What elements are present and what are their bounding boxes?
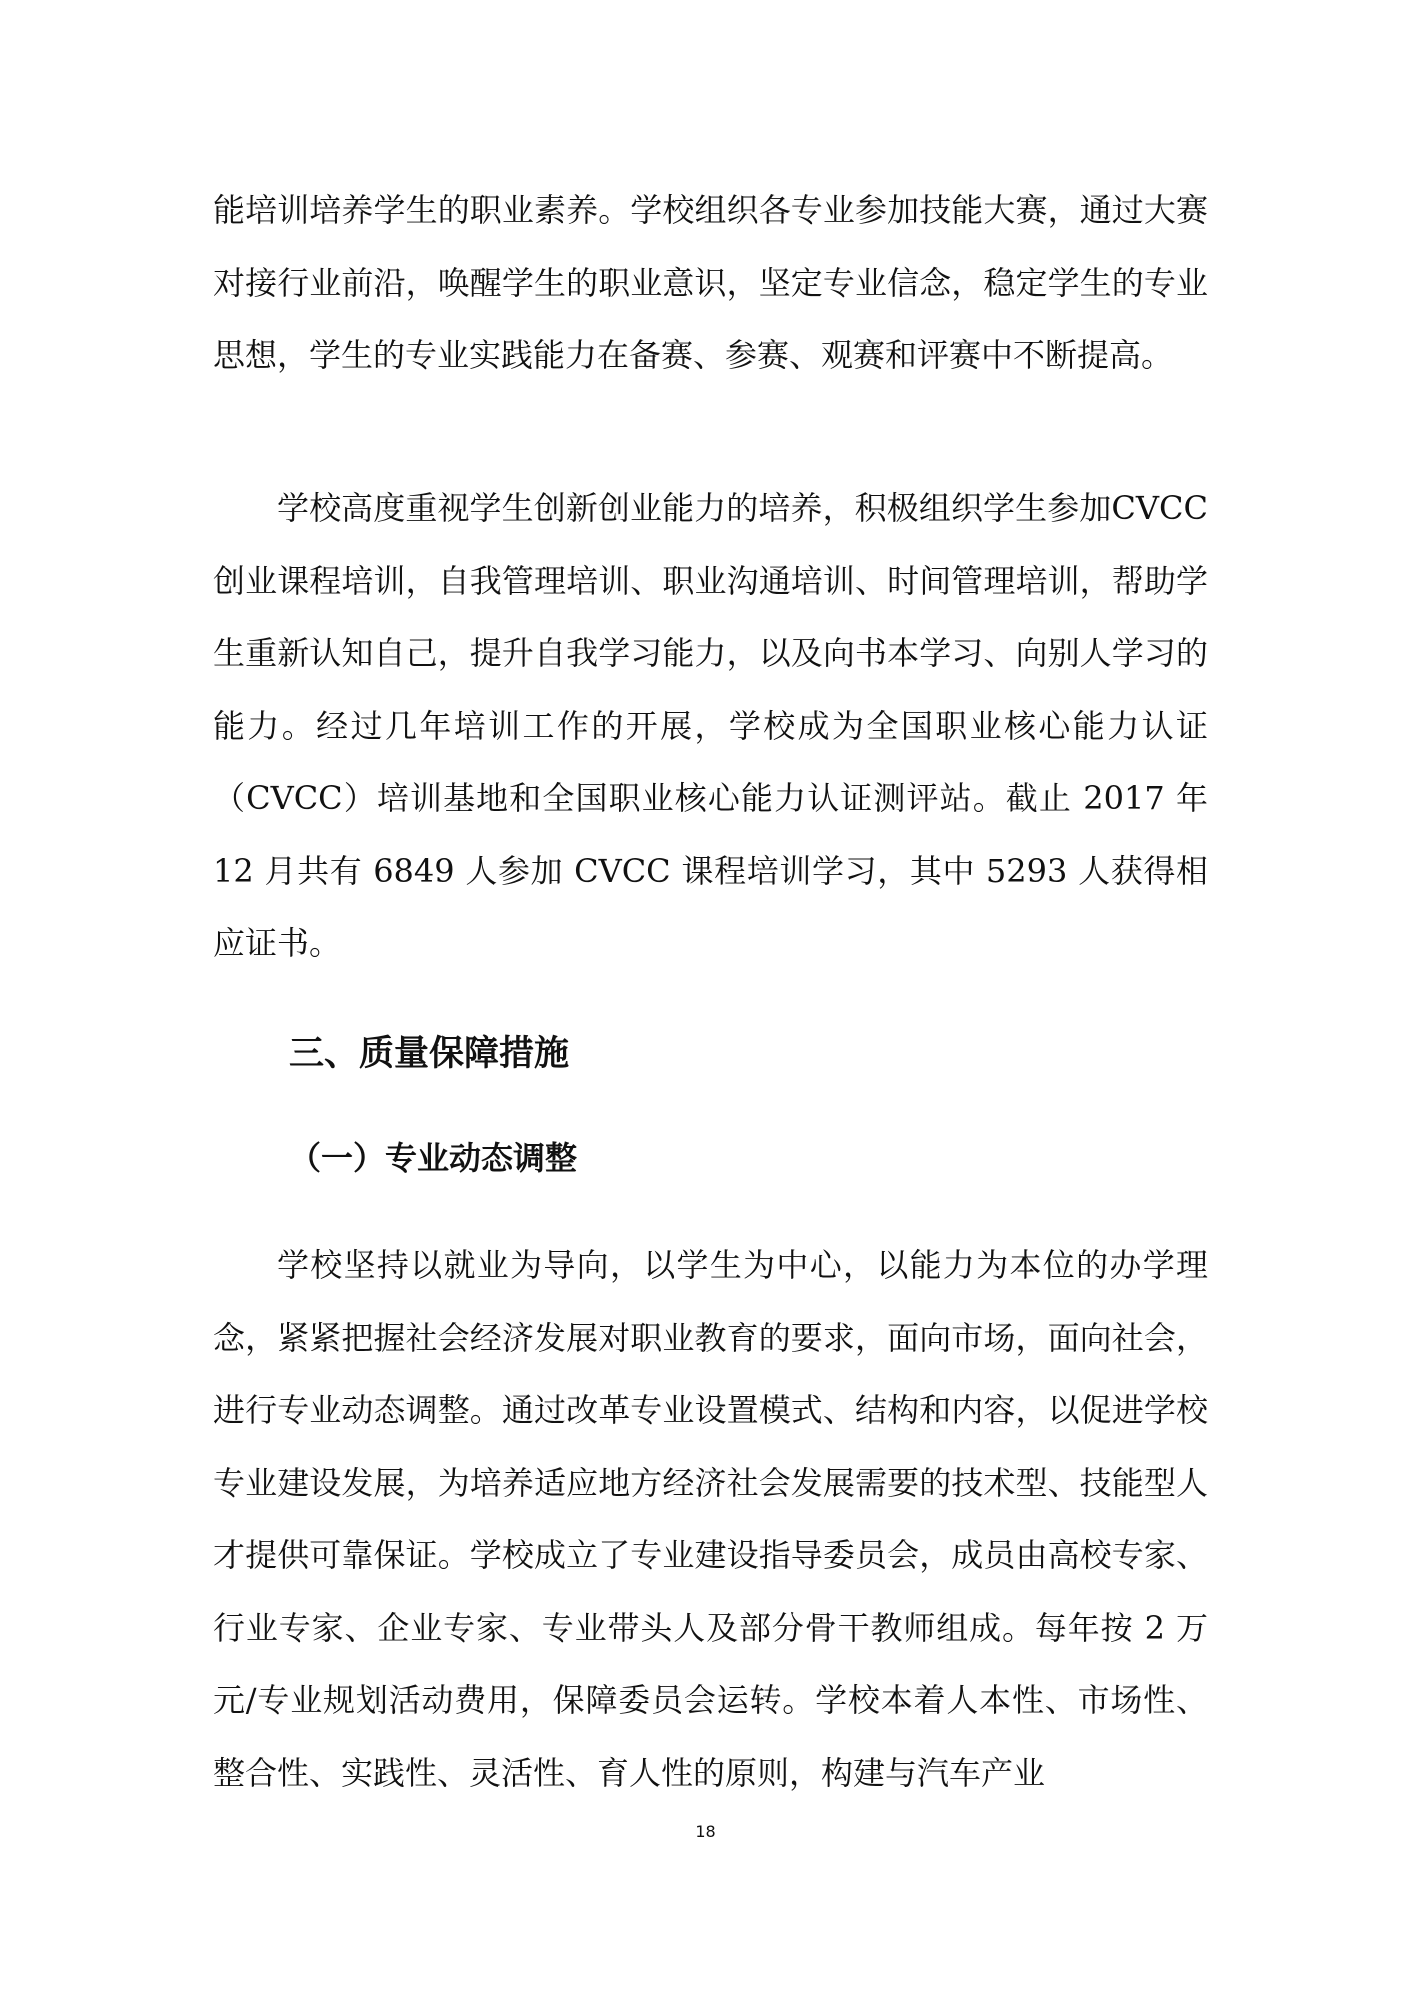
page-number: 18 bbox=[695, 1822, 716, 1841]
subsection-heading: （一）专业动态调整 bbox=[289, 1139, 578, 1177]
section-heading: 三、质量保障措施 bbox=[289, 1034, 570, 1074]
paragraph-vocational-competitions: 能培训培养学生的职业素养。学校组织各专业参加技能大赛，通过大赛对接行业前沿，唤醒学生的职业意识，坚定专业信念，稳定学生的专业思想，学生的专业实践能力在备赛、参赛、观赛和评赛中不断提高。 bbox=[213, 191, 1208, 374]
paragraph-major-adjustment: 学校坚持以就业为导向，以学生为中心，以能力为本位的办学理念，紧紧把握社会经济发展对职业教育的要求，面向市场，面向社会，进行专业动态调整。通过改革专业设置模式、结构和内容，以促进学校专业建设发展，为培养适应地方经济社会发展需要的技术型、技能型人才提供可靠保证。学校成立了专业建设指导委员会，成员由高校专家、行业专家、企业专家、专业带头人及部分骨干教师组成。每年按 2 万元/专业规划活动费用，保障委员会运转。学校本着人本性、市场性、整合性、实践性、灵活性、育人性的原则，构建与汽车产业 bbox=[213, 1246, 1208, 1792]
paragraph-innovation-training: 学校高度重视学生创新创业能力的培养，积极组织学生参加CVCC创业课程培训，自我管理培训、职业沟通培训、时间管理培训，帮助学生重新认知自己，提升自我学习能力，以及向书本学习、向别人学习的能力。经过几年培训工作的开展，学校成为全国职业核心能力认证（CVCC）培训基地和全国职业核心能力认证测评站。截止 2017 年 12 月共有 6849 人参加 CVCC 课程培训学习，其中 5293 人获得相应证书。 bbox=[213, 489, 1208, 962]
